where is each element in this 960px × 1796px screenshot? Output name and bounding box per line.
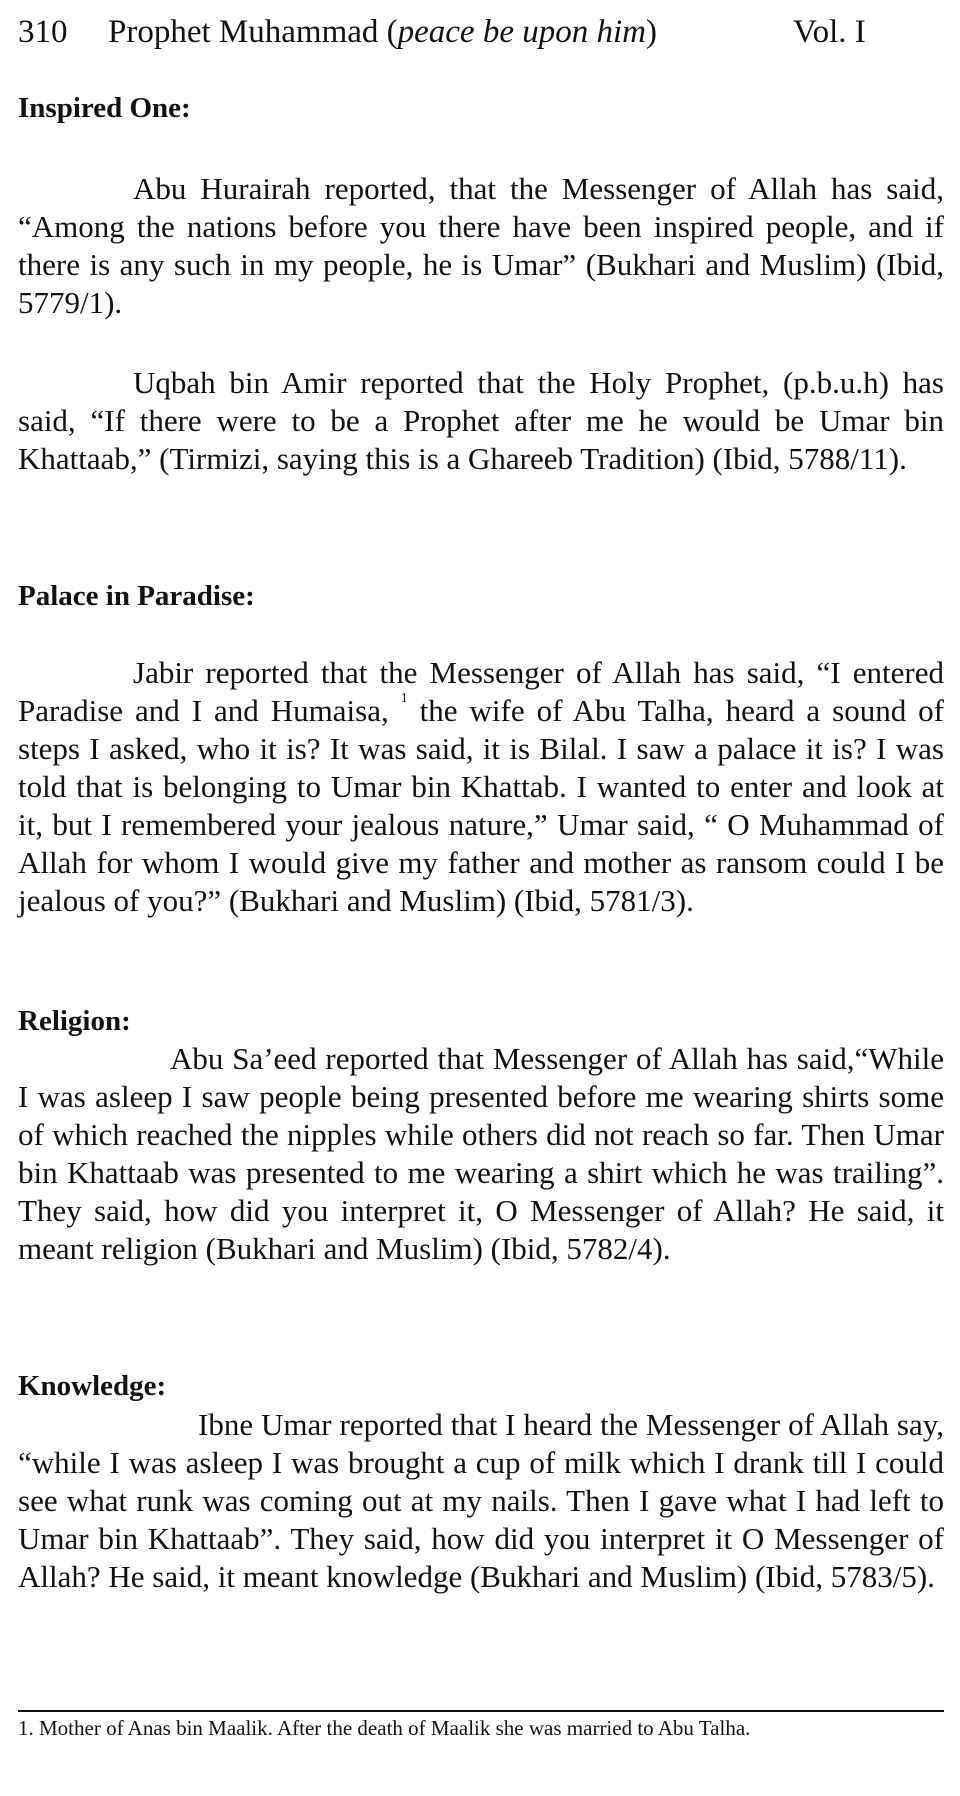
running-header [18, 12, 878, 52]
heading-religion: Religion: [18, 1005, 131, 1037]
page-number: 310 [18, 14, 68, 50]
heading-knowledge: Knowledge: [18, 1370, 167, 1402]
book-title-italic: peace be upon him [397, 14, 646, 50]
footnote-marker: 1 [400, 691, 408, 706]
paragraph-jabir: Jabir reported that the Messenger of Allah has said, “I entered Paradise and I and Humaisa, $^1$ the wife of Abu Talha, heard a sound of steps I asked, who it is? It was said, it is Bilal. I saw a palace it is? I was told that is belonging to Umar bin Khattab. I wanted to enter and look at it, but I remembered your jealous nature,” Umar said, “ O Muhammad of Allah for whom I would give my father and mother as ransom could I be jealous of you?” (Bukhari and Muslim) (Ibid, 5781/3). [18, 655, 945, 918]
book-title: Prophet Muhammad (peace be upon him) [108, 14, 657, 50]
paragraph-ibne-umar: Ibne Umar reported that I heard the Messenger of Allah say, “while I was asleep I was brought a cup of milk which I drank till I could see what runk was coming out at my nails. Then I gave what I had left to Umar bin Khattaab”. They said, how did you interpret it O Messenger of Allah? He said, it meant knowledge (Bukhari and Muslim) (Ibid, 5783/5). [18, 1407, 944, 1594]
paragraph-abu-saeed: Abu Sa’eed reported that Messenger of Allah has said,“While I was asleep I saw people being presented before me wearing shirts some of which reached the nipples while others did not reach so far. Then Umar bin Khattaab was presented to me wearing a shirt which he was trailing”. They said, how did you interpret it, O Messenger of Allah? He said, it meant religion (Bukhari and Muslim) (Ibid, 5782/4). [18, 1041, 944, 1266]
footnote-divider [18, 1710, 944, 1712]
heading-palace-in-paradise: Palace in Paradise: [18, 580, 255, 612]
paragraph-uqbah-bin-amir: Uqbah bin Amir reported that the Holy Prophet, (p.b.u.h) has said, “If there were to be a Prophet after me he would be Umar bin Khattaab,” (Tirmizi, saying this is a Ghareeb Tradition) (Ibid, 5788/11). [18, 365, 944, 476]
volume-label: Vol. I [793, 14, 866, 50]
footnote: 1. Mother of Anas bin Maalik. After the death of Maalik she was married to Abu Talha. [18, 1716, 751, 1740]
heading-inspired-one: Inspired One: [18, 92, 191, 124]
paragraph-abu-hurairah: Abu Hurairah reported, that the Messenger of Allah has said, “Among the nations before you there have been inspired people, and if there is any such in my people, he is Umar” (Bukhari and Muslim) (Ibid, 5779/1). [18, 171, 944, 320]
